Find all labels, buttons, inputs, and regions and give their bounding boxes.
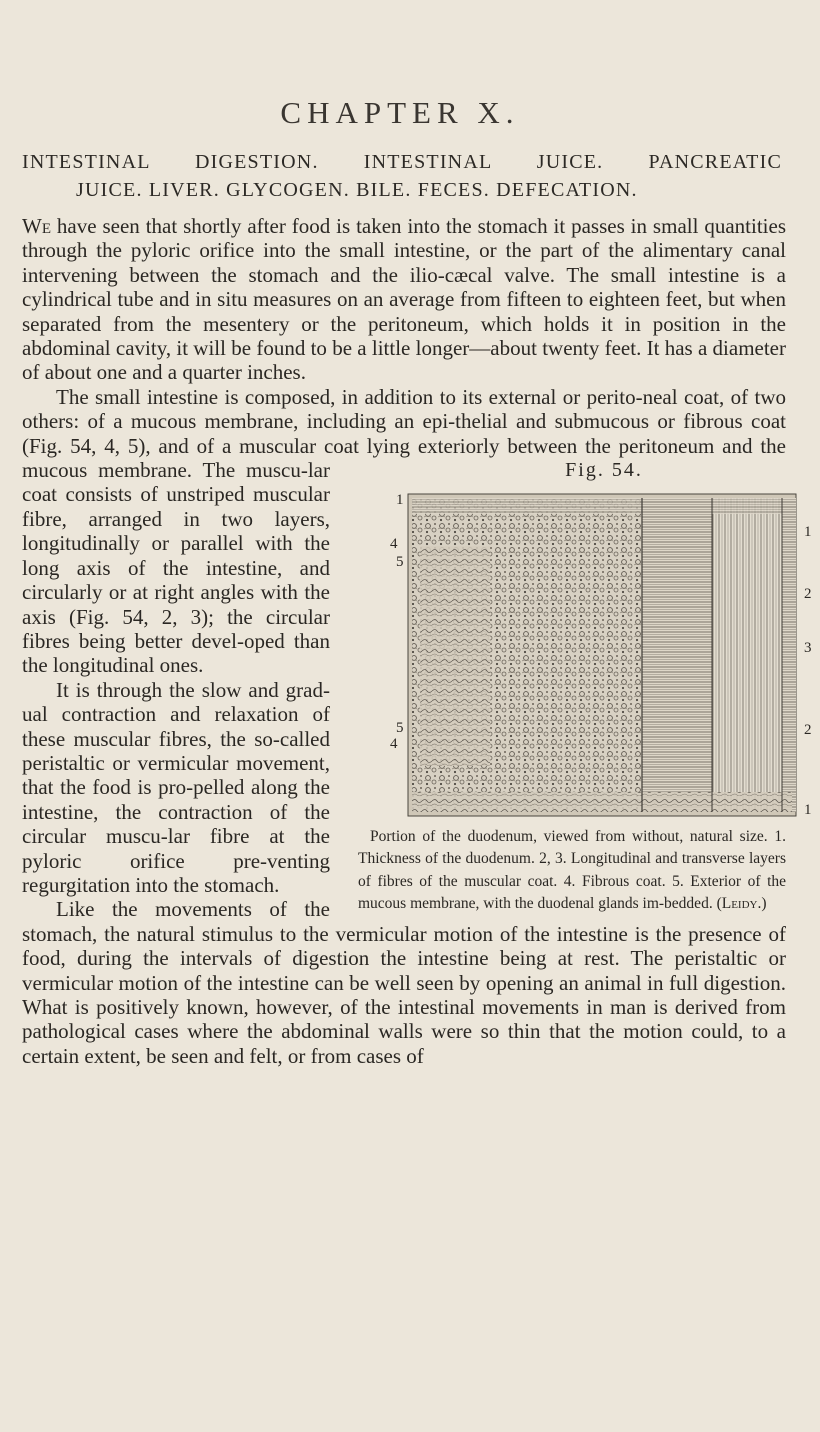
fig-label-right-1a: 1	[804, 524, 812, 541]
fig-label-right-2b: 2	[804, 722, 812, 739]
chapter-heading: CHAPTER X.	[280, 95, 520, 130]
fig-label-left-1: 1	[396, 492, 404, 509]
duodenum-engraving-svg	[382, 486, 820, 824]
paragraph-1-dropword: We	[22, 214, 51, 238]
figure-caption-text: Portion of the duodenum, viewed from without, natural size. 1. Thickness of the duodenum. 2, 3. Longitudinal and transverse layers of fibres of the muscular coat. 4. Fibrous coat. 5. Exterior of the mucous membrane, with the duodenal glands im-bedded.	[358, 828, 786, 913]
paragraph-1-text: have seen that shortly after food is taken into the stomach it passes in small quantities through the pyloric orifice into the small intestine, or the part of the alimentary canal intervening between the stomach and the ilio-cæcal valve. The small intestine is a cylindrical tube and in situ measures on an average from fifteen to eighteen feet, but when separated from the mesentery or the peritoneum, which holds it in position in the abdominal cavity, it will be found to be a little longer—about twenty feet. It has a diameter of about one and a quarter inches.	[22, 214, 786, 385]
fig-label-left-5b: 5	[396, 720, 404, 737]
paragraph-2-text: The small intestine is composed, in addition to its external or perito-neal coat, of two others: of a mucous membrane, including an epi-thelial and submucous or fibrous coat (Fig. 54, 4, 5), and of a muscular coat lying exteriorly between the peritoneum and the	[22, 384, 786, 458]
subtitle-line-1: INTESTINAL DIGESTION. INTESTINAL JUICE. PANCREATIC	[22, 151, 782, 173]
figure-54	[348, 458, 812, 916]
paragraph-1	[22, 214, 786, 385]
paragraph-3: It is through the slow and grad-ual contraction and relaxation of these muscular fibres, the so-called peristaltic or vermicular movement, that the food is pro-pelled along the intestine, the contraction of the circular muscu-lar fibre at the pyloric orifice pre-venting regurgitation into the stomach.	[22, 677, 330, 897]
paragraph-2-text-continued: mucous membrane. The muscu-lar coat consists of unstriped muscular fibre, arranged in two layers, longitudinally or parallel with the long axis of the intestine, and circularly or at right angles with the axis (Fig. 54, 2, 3); the circular fibres being better devel-oped than the longitudinal ones.	[22, 458, 330, 678]
fig-label-right-1b: 1	[804, 802, 812, 819]
fig-label-left-4a: 4	[390, 536, 398, 553]
fig-label-left-5a: 5	[396, 554, 404, 571]
chapter-subtitle	[22, 148, 782, 204]
fig-label-left-4b: 4	[390, 736, 398, 753]
figure-caption-credit: (Leidy.)	[716, 895, 767, 913]
body-text	[22, 214, 812, 1068]
paragraph-4: Like the movements of the stomach, the natural stimulus to the vermicular motion of the intestine is the presence of food, during the intervals of digestion the intestine being at rest. The peristaltic or vermicular motion of the intestine can be well seen by opening an animal in full digestion. What is positively known, however, of the intestinal movements in man is derived from pathological cases where the abdominal walls were so thin that the motion could, to a certain extent, be seen and felt, or from cases of	[22, 897, 786, 1068]
figure-caption	[348, 826, 786, 916]
figure-title: Fig. 54.	[565, 459, 643, 482]
duodenum-illustration	[348, 486, 812, 824]
fig-label-right-3: 3	[804, 640, 812, 657]
subtitle-line-2: JUICE. LIVER. GLYCOGEN. BILE. FECES. DEFECATION.	[76, 179, 638, 201]
fig-label-right-2a: 2	[804, 586, 812, 603]
